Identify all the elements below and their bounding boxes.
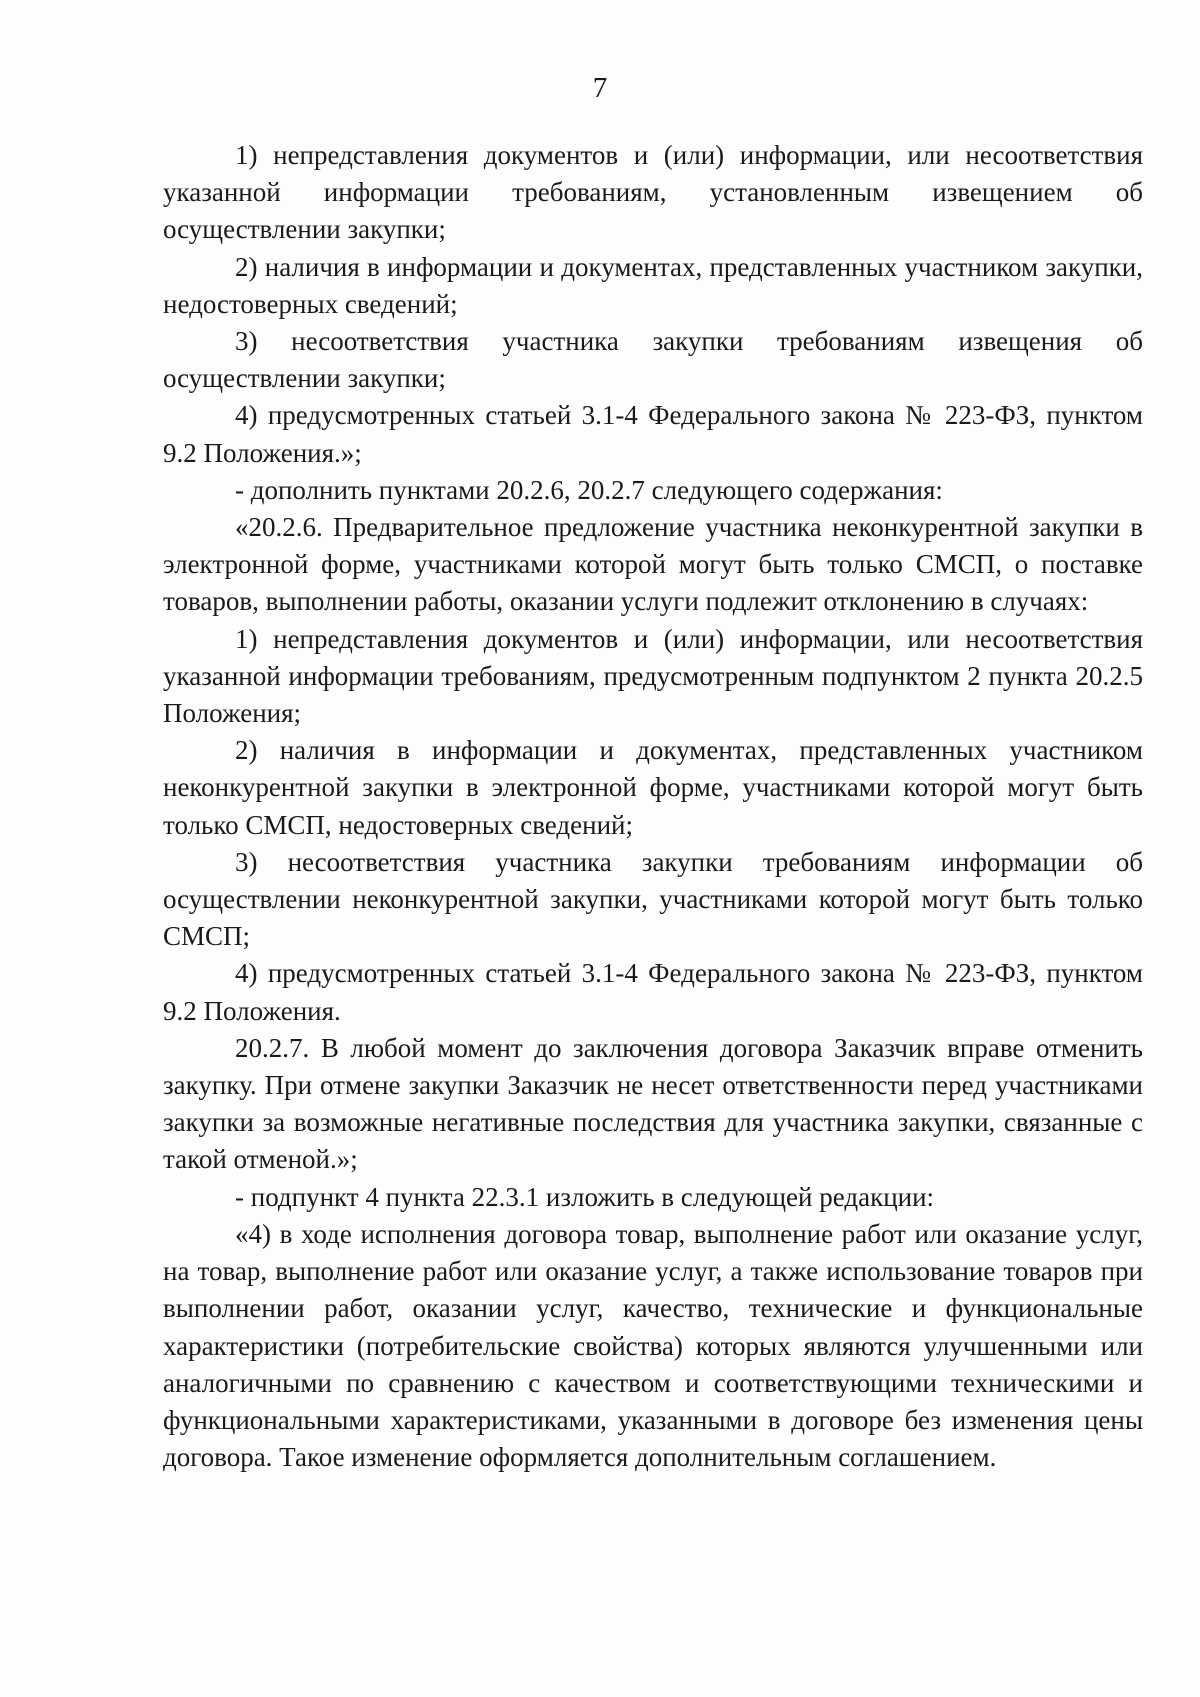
paragraph: 1) непредставления документов и (или) информации, или несоответствия указанной информации требованиям, предусмотренным подпунктом 2 пункта 20.2.5 Положения; [163,623,1143,729]
paragraph: - дополнить пунктами 20.2.6, 20.2.7 следующего содержания: [235,474,943,505]
paragraph: 2) наличия в информации и документах, представленных участником неконкурентной закупки в электронной форме, участниками которой могут быть только СМСП, недостоверных сведений; [163,735,1143,840]
paragraph: «4) в ходе исполнения договора товар, выполнение работ или оказание услуг, на товар, выполнение работ или оказание услуг, а также использование товаров при выполнении работ, оказании услуг, качество, технические и функциональные характеристики (потребительские свойства) которых являются улучшенными или аналогичными по сравнению с качеством и соответствующими техническими и функциональными характеристиками, указанными в договоре без изменения цены договора. Такое изменение оформляется дополнительным соглашением. [163,1218,1143,1473]
paragraph: 3) несоответствия участника закупки требованиям информации об осуществлении неконкурентной закупки, участниками которой могут быть только СМСП; [163,846,1143,952]
page-number: 7 [592,72,608,104]
paragraph: 4) предусмотренных статьей 3.1-4 Федерального закона № 223-ФЗ, пунктом 9.2 Положения.»; [163,400,1143,468]
paragraph: 20.2.7. В любой момент до заключения договора Заказчик вправе отменить закупку. При отмене закупки Заказчик не несет ответственности перед участниками закупки за возможные негативные последствия для участника закупки, связанные с такой отменой.»; [163,1032,1143,1175]
paragraph: - подпункт 4 пункта 22.3.1 изложить в следующей редакции: [235,1181,935,1212]
paragraph: 2) наличия в информации и документах, представленных участником закупки, недостоверных сведений; [163,251,1143,319]
paragraph: 4) предусмотренных статьей 3.1-4 Федерального закона № 223-ФЗ, пунктом 9.2 Положения. [163,958,1143,1026]
paragraph: 3) несоответствия участника закупки требованиям извещения об осуществлении закупки; [163,326,1143,394]
paragraph: «20.2.6. Предварительное предложение участника неконкурентной закупки в электронной форме, участниками которой могут быть только СМСП, о поставке товаров, выполнении работы, оказании услуги подлежит отклонению в случаях: [163,512,1143,617]
paragraph: 1) непредставления документов и (или) информации, или несоответствия указанной информации требованиям, установленным извещением об осуществлении закупки; [163,140,1143,245]
document-body [163,137,1143,1476]
